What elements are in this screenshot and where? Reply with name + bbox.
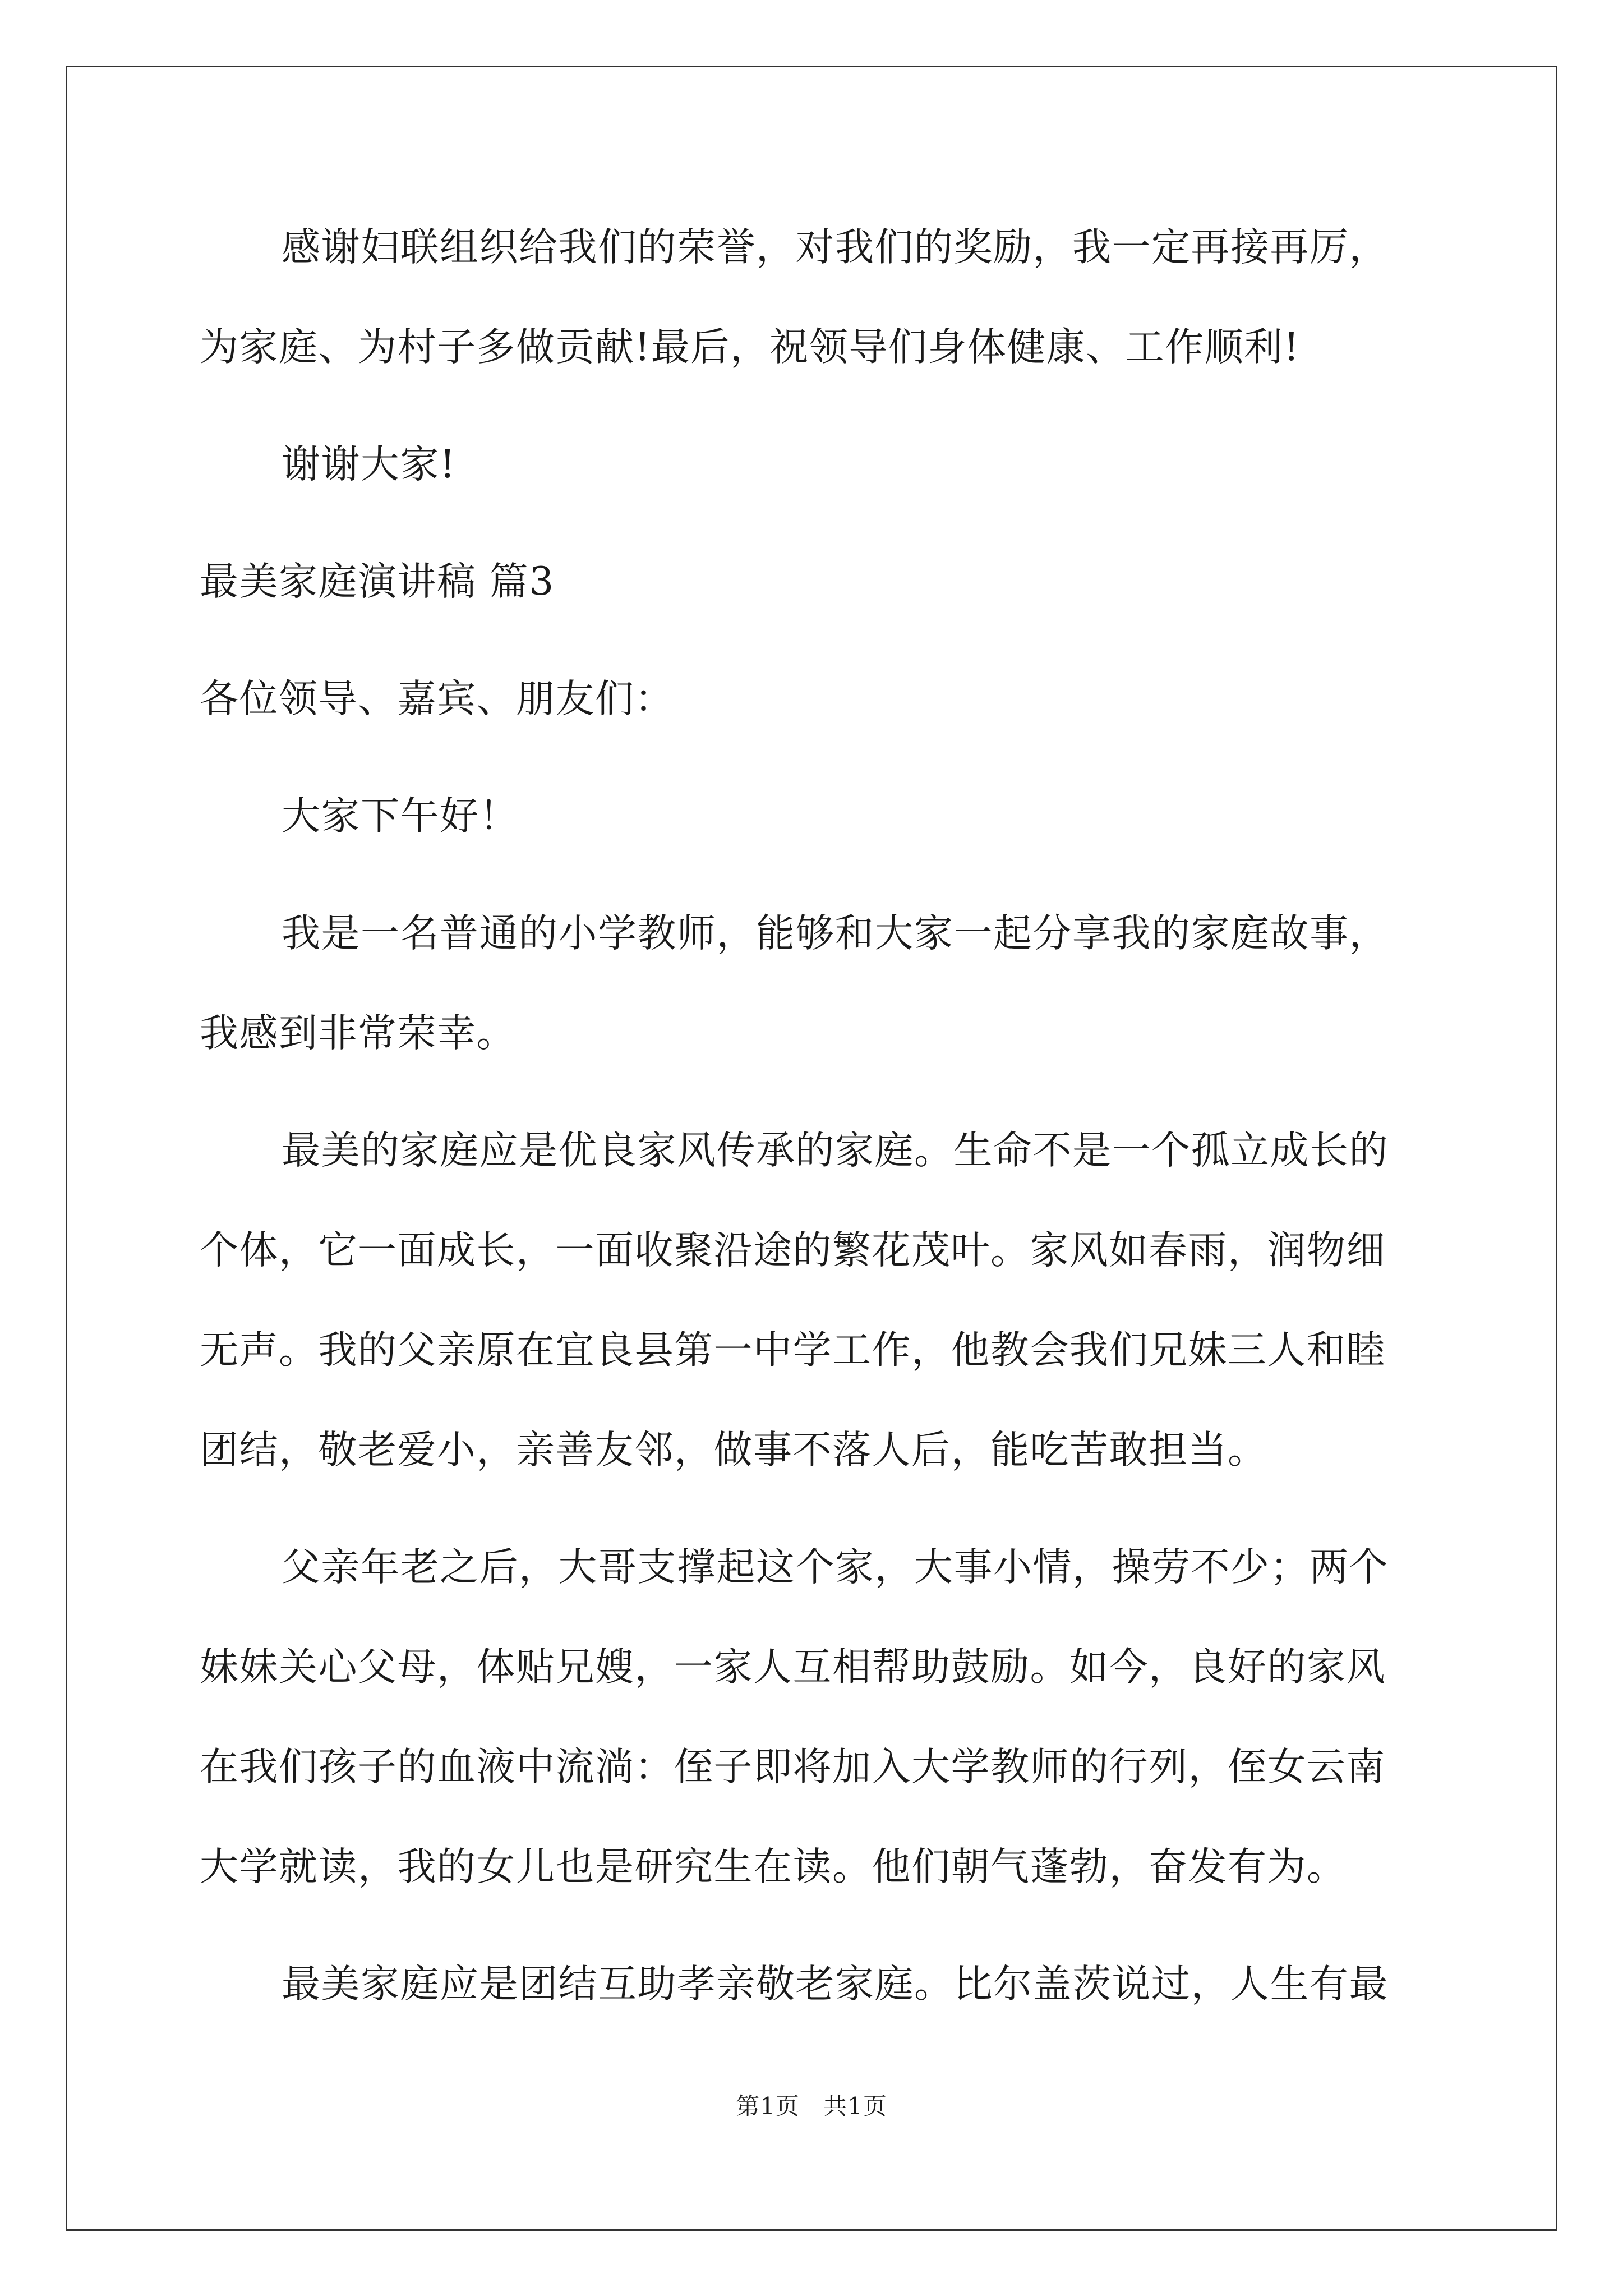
salutation: 各位领导、嘉宾、朋友们： <box>200 677 674 721</box>
paragraph-line: 为家庭、为村子多做贡献!最后，祝领导们身体健康、工作顺利! <box>200 325 1300 370</box>
paragraph-line: 父亲年老之后，大哥支撑起这个家，大事小情，操劳不少；两个 <box>282 1545 1389 1590</box>
section-heading: 最美家庭演讲稿 篇3 <box>200 559 555 604</box>
paragraph-line: 我感到非常荣幸。 <box>200 1011 516 1056</box>
paragraph-line: 在我们孩子的血液中流淌：侄子即将加入大学教师的行列，侄女云南 <box>200 1745 1386 1789</box>
paragraph-line: 感谢妇联组织给我们的荣誉，对我们的奖励，我一定再接再厉， <box>282 225 1389 270</box>
paragraph-line: 谢谢大家! <box>282 442 457 487</box>
paragraph-line: 我是一名普通的小学教师，能够和大家一起分享我的家庭故事， <box>282 911 1389 956</box>
paragraph-line: 团结，敬老爱小，亲善友邻，做事不落人后，能吃苦敢担当。 <box>200 1428 1267 1473</box>
paragraph-line: 个体，它一面成长，一面收聚沿途的繁花茂叶。家风如春雨，润物细 <box>200 1228 1386 1273</box>
paragraph-line: 最美家庭应是团结互助孝亲敬老家庭。比尔盖茨说过，人生有最 <box>282 1962 1389 2007</box>
page-number: 第1页 <box>736 2092 800 2120</box>
document-body <box>200 222 1428 2010</box>
paragraph-line: 最美的家庭应是优良家风传承的家庭。生命不是一个孤立成长的 <box>282 1128 1389 1173</box>
paragraph-line: 大学就读，我的女儿也是研究生在读。他们朝气蓬勃，奋发有为。 <box>200 1844 1347 1889</box>
page-footer <box>0 2090 1623 2123</box>
paragraph-line: 大家下午好！ <box>282 794 519 839</box>
page-count: 共1页 <box>823 2092 887 2120</box>
paragraph-line: 妹妹关心父母，体贴兄嫂，一家人互相帮助鼓励。如今，良好的家风 <box>200 1645 1386 1690</box>
paragraph-line: 无声。我的父亲原在宜良县第一中学工作，他教会我们兄妹三人和睦 <box>200 1328 1386 1373</box>
